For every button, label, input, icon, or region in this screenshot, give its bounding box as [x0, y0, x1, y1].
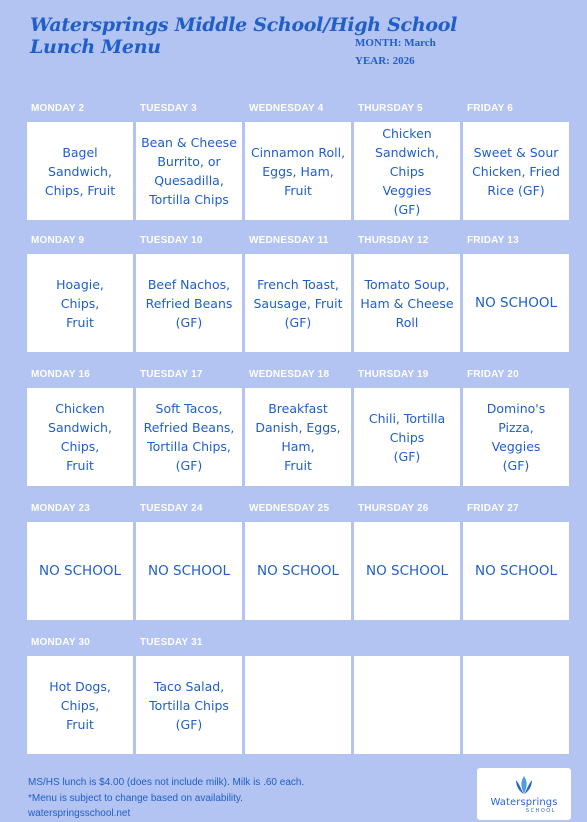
- menu-item-text: Bean & Cheese Burrito, or Quesadilla, Tortilla Chips: [141, 135, 237, 207]
- school-logo: [477, 768, 571, 820]
- day-column: [136, 228, 242, 354]
- logo-subtitle: SCHOOL: [525, 807, 556, 814]
- menu-cell: [27, 388, 133, 486]
- day-column: [245, 496, 351, 622]
- menu-cell: [463, 656, 569, 754]
- day-label: MONDAY 9: [31, 235, 85, 246]
- month-year-block: [355, 34, 436, 70]
- no-school-text: NO SCHOOL: [257, 562, 339, 579]
- day-label: FRIDAY 6: [467, 103, 514, 114]
- day-column: [245, 228, 351, 354]
- day-label: TUESDAY 24: [140, 503, 203, 514]
- day-label: WEDNESDAY 25: [249, 503, 330, 514]
- menu-cell: [27, 656, 133, 754]
- title-line-1: Watersprings Middle School/High School: [30, 14, 457, 36]
- menu-item-text: Breakfast Danish, Eggs, Ham, Fruit: [255, 401, 341, 473]
- day-column: [136, 362, 242, 488]
- day-label: FRIDAY 27: [467, 503, 519, 514]
- menu-cell: [27, 122, 133, 220]
- menu-item-text: Bagel Sandwich, Chips, Fruit: [44, 144, 116, 198]
- footer-notes: [28, 775, 304, 822]
- day-label: MONDAY 16: [31, 369, 91, 380]
- availability-note: *Menu is subject to change based on availability.: [28, 792, 243, 804]
- menu-cell: [463, 254, 569, 352]
- month-label: MONTH: March: [355, 37, 436, 49]
- menu-cell: [27, 522, 133, 620]
- menu-item-text: Cinnamon Roll, Eggs, Ham, Fruit: [250, 144, 346, 198]
- menu-item-text: Chili, Tortilla Chips (GF): [368, 410, 446, 464]
- day-column: [27, 630, 133, 756]
- day-column: [463, 96, 569, 222]
- no-school-text: NO SCHOOL: [148, 562, 230, 579]
- year-label: YEAR: 2026: [355, 55, 415, 67]
- website-link[interactable]: waterspringsschool.net: [28, 808, 131, 819]
- menu-item-text: Taco Salad, Tortilla Chips (GF): [149, 678, 229, 732]
- day-label: WEDNESDAY 18: [249, 369, 330, 380]
- no-school-text: NO SCHOOL: [366, 562, 448, 579]
- day-label: THURSDAY 5: [358, 103, 423, 114]
- day-label: MONDAY 30: [31, 637, 91, 648]
- day-label: THURSDAY 19: [358, 369, 429, 380]
- day-column: [27, 496, 133, 622]
- menu-item-text: Tomato Soup, Ham & Cheese Roll: [360, 276, 454, 330]
- menu-item-text: Hot Dogs, Chips, Fruit: [49, 678, 111, 732]
- day-label: TUESDAY 17: [140, 369, 203, 380]
- menu-cell: [463, 122, 569, 220]
- day-label: WEDNESDAY 11: [249, 235, 329, 246]
- day-column: [463, 496, 569, 622]
- price-note: MS/HS lunch is $4.00 (does not include milk). Milk is .60 each.: [28, 777, 305, 788]
- menu-cell: [354, 254, 460, 352]
- day-label: MONDAY 2: [31, 103, 85, 114]
- water-drop-logo-icon: [513, 775, 535, 795]
- day-column: [463, 630, 569, 756]
- menu-cell: [354, 656, 460, 754]
- day-column: [245, 630, 351, 756]
- menu-cell: [136, 254, 242, 352]
- no-school-text: NO SCHOOL: [39, 562, 121, 579]
- day-label: TUESDAY 3: [140, 103, 197, 114]
- week-row: [27, 96, 569, 222]
- menu-item-text: Beef Nachos, Refried Beans (GF): [145, 276, 233, 330]
- menu-calendar-grid: [27, 96, 569, 756]
- menu-item-text: French Toast, Sausage, Fruit (GF): [253, 276, 343, 330]
- day-column: [354, 496, 460, 622]
- week-row: [27, 362, 569, 488]
- menu-cell: [245, 254, 351, 352]
- menu-cell: [354, 522, 460, 620]
- day-column: [136, 96, 242, 222]
- menu-cell: [245, 388, 351, 486]
- day-column: [354, 96, 460, 222]
- day-column: [463, 362, 569, 488]
- day-column: [27, 96, 133, 222]
- day-label: FRIDAY 13: [467, 235, 519, 246]
- menu-cell: [136, 388, 242, 486]
- menu-cell: [136, 522, 242, 620]
- menu-item-text: Hoagie, Chips, Fruit: [56, 276, 104, 330]
- menu-item-text: Soft Tacos, Refried Beans, Tortilla Chips, (GF): [143, 401, 235, 473]
- menu-cell: [245, 656, 351, 754]
- menu-item-text: Domino's Pizza, Veggies (GF): [486, 401, 546, 473]
- day-column: [463, 228, 569, 354]
- menu-cell: [245, 122, 351, 220]
- day-label: TUESDAY 31: [140, 637, 203, 648]
- week-row: [27, 496, 569, 622]
- day-column: [354, 630, 460, 756]
- menu-cell: [136, 656, 242, 754]
- menu-item-text: Chicken Sandwich, Chips Veggies (GF): [375, 125, 439, 217]
- day-column: [245, 362, 351, 488]
- day-column: [354, 362, 460, 488]
- day-label: THURSDAY 12: [358, 235, 429, 246]
- week-row: [27, 228, 569, 354]
- day-label: WEDNESDAY 4: [249, 103, 324, 114]
- menu-item-text: Chicken Sandwich, Chips, Fruit: [48, 401, 112, 473]
- menu-cell: [463, 388, 569, 486]
- day-column: [354, 228, 460, 354]
- day-column: [245, 96, 351, 222]
- menu-cell: [354, 122, 460, 220]
- day-label: TUESDAY 10: [140, 235, 203, 246]
- week-row: [27, 630, 569, 756]
- day-column: [27, 228, 133, 354]
- day-label: FRIDAY 20: [467, 369, 519, 380]
- day-column: [136, 630, 242, 756]
- no-school-text: NO SCHOOL: [475, 562, 557, 579]
- day-column: [136, 496, 242, 622]
- day-label: MONDAY 23: [31, 503, 91, 514]
- day-label: THURSDAY 26: [358, 503, 429, 514]
- day-column: [27, 362, 133, 488]
- menu-cell: [245, 522, 351, 620]
- menu-cell: [463, 522, 569, 620]
- menu-cell: [27, 254, 133, 352]
- no-school-text: NO SCHOOL: [475, 294, 557, 311]
- logo-name: Watersprings: [490, 796, 558, 808]
- menu-cell: [354, 388, 460, 486]
- title-line-2: Lunch Menu: [30, 36, 161, 58]
- menu-cell: [136, 122, 242, 220]
- menu-item-text: Sweet & Sour Chicken, Fried Rice (GF): [472, 144, 560, 198]
